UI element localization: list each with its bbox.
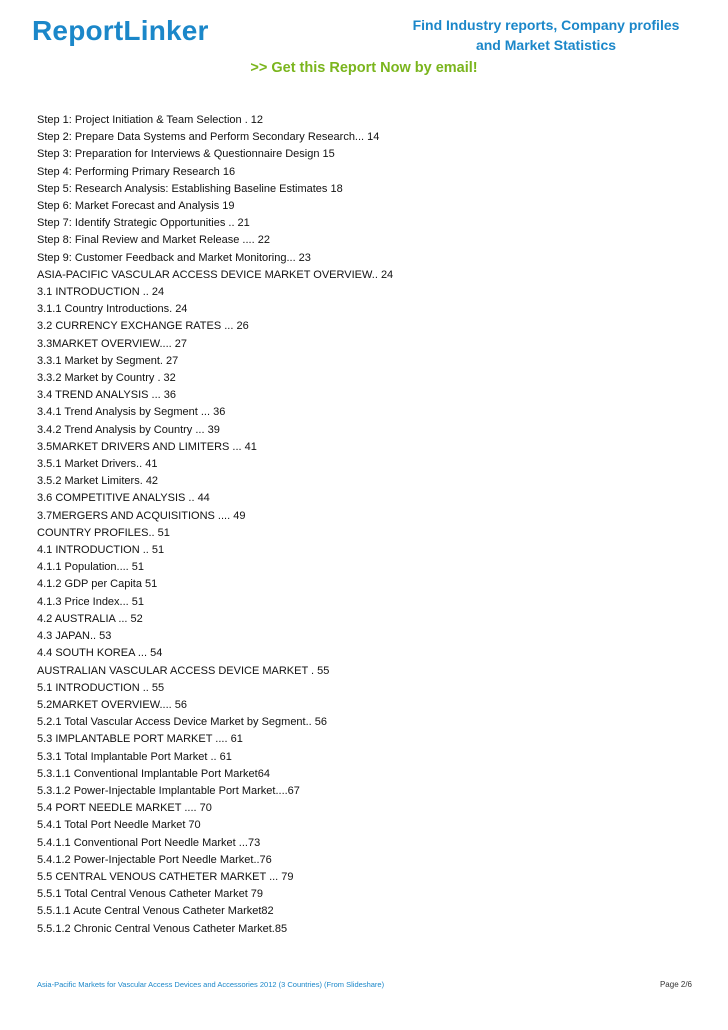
- toc-entry: 3.4 TREND ANALYSIS ... 36: [37, 389, 176, 402]
- toc-entry: 5.4.1 Total Port Needle Market 70: [37, 819, 201, 832]
- toc-entry: AUSTRALIAN VASCULAR ACCESS DEVICE MARKET . 55: [37, 664, 330, 677]
- toc-entry: Step 1: Project Initiation & Team Selection . 12: [37, 114, 264, 126]
- toc-entry: 3.5MARKET DRIVERS AND LIMITERS ... 41: [37, 440, 257, 453]
- toc-entry: 3.3MARKET OVERVIEW.... 27: [37, 337, 187, 350]
- table-of-contents: [37, 112, 393, 938]
- tagline-line-1: Find Industry reports, Company profiles: [412, 17, 680, 33]
- toc-entry: 5.5.1 Total Central Venous Catheter Market 79: [37, 888, 264, 901]
- page-number: Page 2/6: [659, 980, 692, 989]
- toc-entry: Step 9: Customer Feedback and Market Monitoring... 23: [37, 251, 311, 264]
- toc-entry: Step 3: Preparation for Interviews & Questionnaire Design 15: [37, 148, 335, 161]
- toc-entry: 3.1 INTRODUCTION .. 24: [37, 286, 165, 299]
- toc-entry: 5.3 IMPLANTABLE PORT MARKET .... 61: [37, 733, 243, 746]
- toc-entry: Step 6: Market Forecast and Analysis 19: [37, 200, 235, 213]
- reportlinker-logo[interactable]: ReportLinker: [32, 15, 209, 46]
- toc-entry: 3.3.1 Market by Segment. 27: [37, 354, 179, 367]
- toc-entry: ASIA-PACIFIC VASCULAR ACCESS DEVICE MARKET OVERVIEW.. 24: [37, 268, 394, 281]
- toc-entry: 3.7MERGERS AND ACQUISITIONS .... 49: [37, 509, 246, 522]
- toc-entry: 3.2 CURRENCY EXCHANGE RATES ... 26: [37, 320, 249, 333]
- toc-entry: 5.1 INTRODUCTION .. 55: [37, 681, 165, 694]
- toc-entry: 5.5.1.2 Chronic Central Venous Catheter Market.85: [37, 922, 288, 935]
- toc-entry: 5.4.1.2 Power-Injectable Port Needle Market..76: [37, 853, 272, 866]
- toc-entry: 3.1.1 Country Introductions. 24: [37, 303, 188, 316]
- toc-entry: 4.1.1 Population.... 51: [37, 561, 145, 574]
- toc-entry: 5.3.1 Total Implantable Port Market .. 61: [37, 750, 232, 763]
- toc-entry: 4.1.3 Price Index... 51: [37, 595, 145, 608]
- toc-entry: 3.3.2 Market by Country . 32: [37, 372, 176, 385]
- toc-entry: 5.4 PORT NEEDLE MARKET .... 70: [37, 802, 212, 815]
- toc-entry: 3.6 COMPETITIVE ANALYSIS .. 44: [37, 492, 210, 505]
- toc-entry: 5.5 CENTRAL VENOUS CATHETER MARKET ... 79: [37, 870, 294, 883]
- toc-entry: 4.1.2 GDP per Capita 51: [37, 578, 158, 591]
- toc-entry: 3.4.1 Trend Analysis by Segment ... 36: [37, 406, 226, 419]
- toc-entry: 4.3 JAPAN.. 53: [37, 630, 112, 643]
- toc-entry: 3.5.1 Market Drivers.. 41: [37, 458, 158, 471]
- toc-entry: Step 2: Prepare Data Systems and Perform Secondary Research... 14: [37, 131, 380, 144]
- tagline-line-2: and Market Statistics: [475, 37, 617, 53]
- toc-entry: COUNTRY PROFILES.. 51: [37, 526, 170, 539]
- toc-entry: 5.4.1.1 Conventional Port Needle Market ...73: [37, 836, 261, 849]
- toc-entry: 5.2MARKET OVERVIEW.... 56: [37, 698, 187, 711]
- toc-entry: 4.2 AUSTRALIA ... 52: [37, 612, 143, 625]
- toc-entry: Step 5: Research Analysis: Establishing Baseline Estimates 18: [37, 182, 343, 195]
- toc-entry: 3.4.2 Trend Analysis by Country ... 39: [37, 423, 220, 436]
- toc-entry: 5.3.1.1 Conventional Implantable Port Market64: [37, 767, 270, 780]
- toc-entry: 4.4 SOUTH KOREA ... 54: [37, 647, 163, 660]
- toc-entry: 3.5.2 Market Limiters. 42: [37, 475, 159, 488]
- toc-entry: Step 7: Identify Strategic Opportunities .. 21: [37, 217, 250, 230]
- toc-entry: Step 4: Performing Primary Research 16: [37, 165, 236, 178]
- toc-entry: Step 8: Final Review and Market Release .... 22: [37, 234, 270, 247]
- toc-entry: 5.5.1.1 Acute Central Venous Catheter Market82: [37, 905, 274, 918]
- tagline-link[interactable]: [388, 15, 704, 55]
- toc-entry: 5.2.1 Total Vascular Access Device Market by Segment.. 56: [37, 716, 328, 729]
- footer-source-link[interactable]: Asia-Pacific Markets for Vascular Access Devices and Accessories 2012 (3 Countries) (From Slideshare): [37, 980, 385, 989]
- toc-entry: 4.1 INTRODUCTION .. 51: [37, 544, 165, 557]
- toc-entry: 5.3.1.2 Power-Injectable Implantable Port Market....67: [37, 784, 300, 797]
- get-report-link[interactable]: >> Get this Report Now by email!: [250, 60, 478, 76]
